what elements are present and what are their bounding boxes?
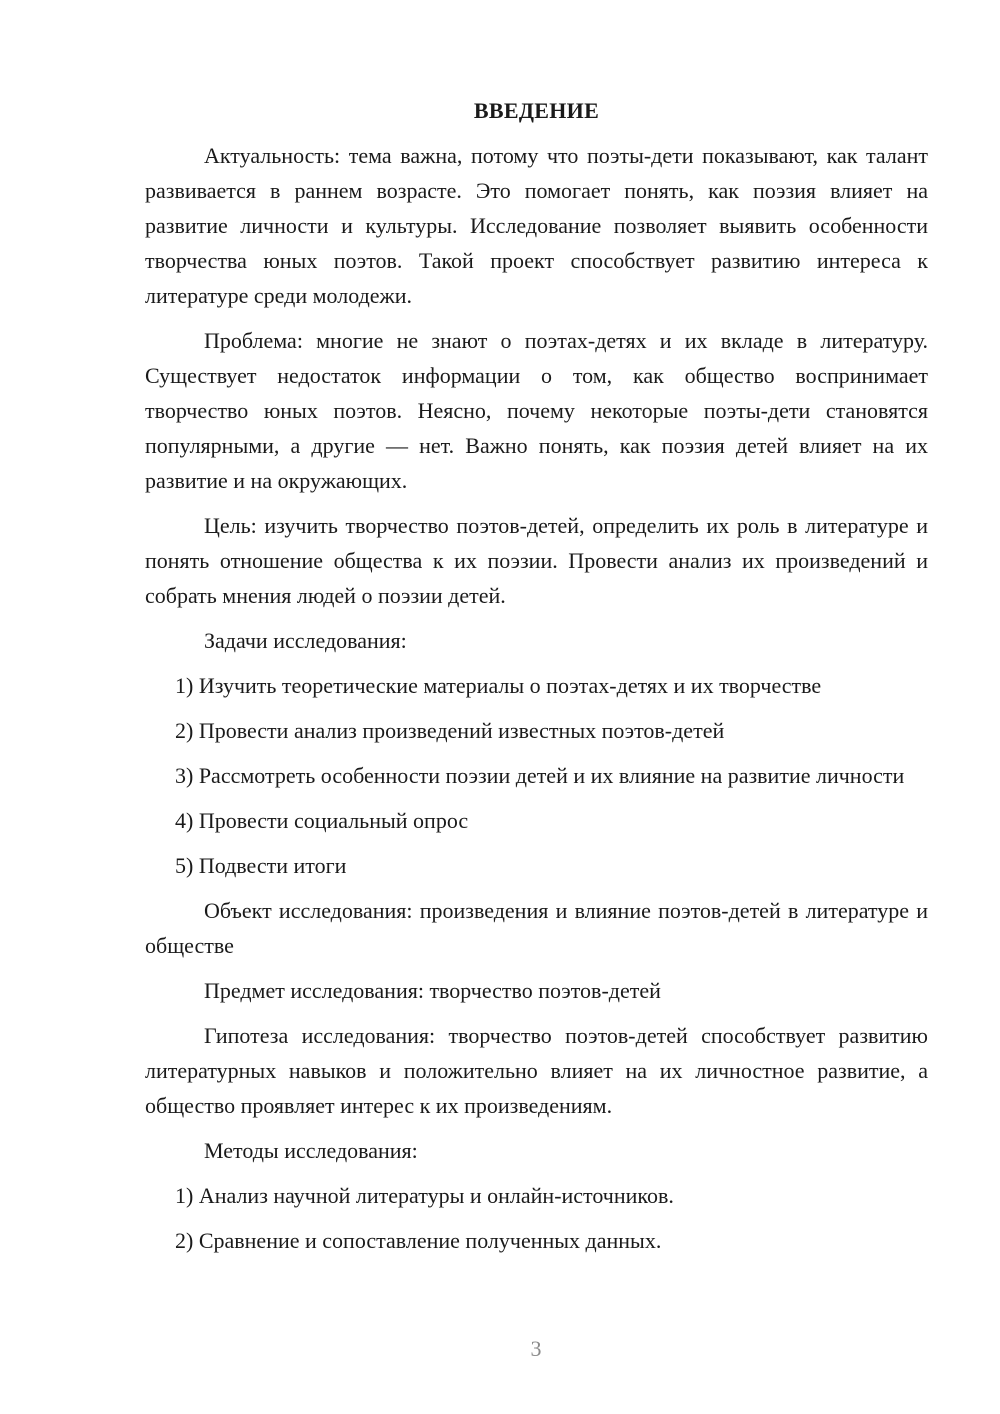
task-item: 4) Провести социальный опрос (175, 808, 469, 833)
problem-paragraph: Проблема: многие не знают о поэтах-детях и их вкладе в литературу. Существует недостаток информации о том, как общество воспринимает творчество юных поэтов. Неясно, почему некоторые поэты-дети становятся популярными, а другие — нет. Важно понять, как поэзия детей влияет на их развитие и на окружающих. (145, 328, 928, 493)
page-number: 3 (530, 1336, 542, 1361)
methods-heading: Методы исследования: (204, 1138, 418, 1163)
task-item: 5) Подвести итоги (175, 853, 347, 878)
task-item: 2) Провести анализ произведений известных поэтов-детей (175, 718, 725, 743)
tasks-heading: Задачи исследования: (204, 628, 407, 653)
goal-paragraph: Цель: изучить творчество поэтов-детей, определить их роль в литературе и понять отношение общества к их поэзии. Провести анализ их произведений и собрать мнения людей о поэзии детей. (145, 513, 928, 608)
method-item: 2) Сравнение и сопоставление полученных данных. (175, 1228, 662, 1253)
section-title: ВВЕДЕНИЕ (473, 98, 600, 123)
task-item: 1) Изучить теоретические материалы о поэтах-детях и их творчестве (175, 673, 822, 698)
object-paragraph: Объект исследования: произведения и влияние поэтов-детей в литературе и обществе (145, 898, 928, 958)
task-item: 3) Рассмотреть особенности поэзии детей и их влияние на развитие личности (175, 763, 905, 788)
relevance-paragraph: Актуальность: тема важна, потому что поэты-дети показывают, как талант развивается в раннем возрасте. Это помогает понять, как поэзия влияет на развитие личности и культуры. Исследование позволяет выявить особенности творчества юных поэтов. Такой проект способствует развитию интереса к литературе среди молодежи. (145, 143, 928, 308)
method-item: 1) Анализ научной литературы и онлайн-источников. (175, 1183, 674, 1208)
hypothesis-paragraph: Гипотеза исследования: творчество поэтов-детей способствует развитию литературных навыков и положительно влияет на их личностное развитие, а общество проявляет интерес к их произведениям. (145, 1023, 928, 1118)
subject-paragraph: Предмет исследования: творчество поэтов-детей (204, 978, 661, 1003)
page-content (145, 96, 928, 1268)
